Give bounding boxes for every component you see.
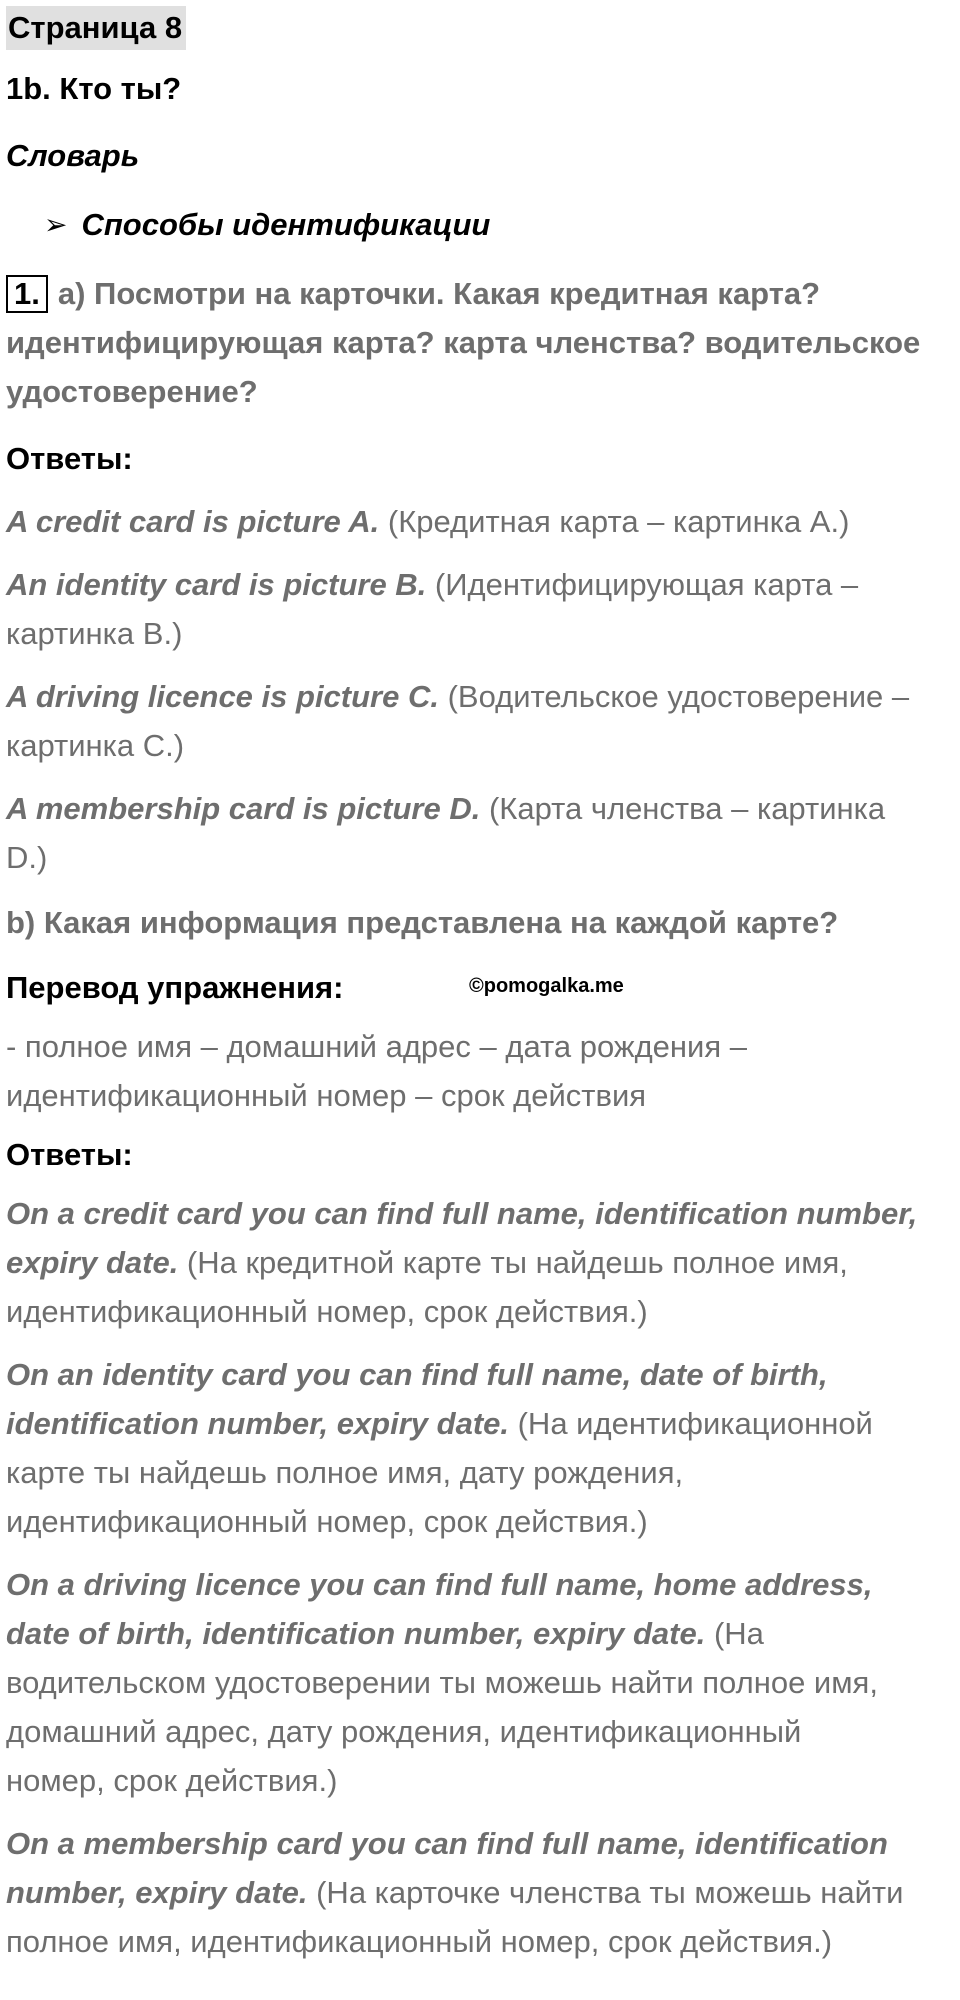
answer-b-line: expiry date. (На кредитной карте ты найдешь полное имя, [6,1245,848,1280]
translation-line: идентификационный номер – срок действия [6,1078,647,1113]
section-title: 1b. Кто ты? [6,71,182,106]
answer-b-line: identification number, expiry date. (На идентификационной [6,1406,873,1441]
answer-b-line: On a driving licence you can find full name, home address, [6,1567,873,1602]
vocabulary-bullet [6,200,954,249]
question-a-line: 1. a) Посмотри на карточки. Какая кредитная карта? [6,269,954,318]
translation-label: Перевод упражнения: [6,970,344,1005]
answer-line: картинка В.) [6,616,183,651]
answer-b-line: date of birth, identification number, expiry date. (На [6,1616,764,1651]
answer-b-line: On a membership card you can find full name, identification [6,1826,888,1861]
translation-text [6,1022,954,1120]
page-title: Страница 8 [6,6,186,50]
answer-item [6,497,954,546]
answer-b-line: номер, срок действия.) [6,1763,338,1798]
answer-item [6,560,954,658]
answer-line: A membership card is picture D. (Карта членства – картинка [6,791,886,826]
answer-line: картинка С.) [6,728,185,763]
translation-heading-row [6,963,954,1012]
watermark: ©pomogalka.me [469,975,624,997]
answer-item [6,672,954,770]
answer-b-item [6,1560,954,1805]
vocabulary-bullet-text: Способы идентификации [81,207,491,242]
arrow-bullet-icon: ➢ [44,209,68,240]
answers-label: Ответы: [6,441,133,476]
answer-line: An identity card is picture B. (Идентифицирующая карта – [6,567,859,602]
answer-b-line: идентификационный номер, срок действия.) [6,1504,648,1539]
answer-b-line: number, expiry date. (На карточке членства ты можешь найти [6,1875,904,1910]
answer-b-line: On an identity card you can find full name, date of birth, [6,1357,828,1392]
answer-b-item [6,1350,954,1546]
answer-b-line: On a credit card you can find full name, identification number, [6,1196,918,1231]
answer-item [6,784,954,882]
answer-b-line: водительском удостоверении ты можешь найти полное имя, [6,1665,878,1700]
answer-b-line: карте ты найдешь полное имя, дату рождения, [6,1455,684,1490]
question-a-line: идентифицирующая карта? карта членства? водительское [6,325,921,360]
answer-line: D.) [6,840,48,875]
document-page [6,0,954,1966]
question-a-line: удостоверение? [6,374,258,409]
answer-b-item [6,1189,954,1336]
task-number-box: 1. [6,275,48,313]
translation-line: - полное имя – домашний адрес – дата рождения – [6,1029,747,1064]
task-1-question-a [6,269,954,416]
answer-line: A driving licence is picture C. (Водительское удостоверение – [6,679,910,714]
answer-b-line: идентификационный номер, срок действия.) [6,1294,648,1329]
answer-b-line: домашний адрес, дату рождения, идентификационный [6,1714,802,1749]
answer-b-line: полное имя, идентификационный номер, срок действия.) [6,1924,833,1959]
answers-label-b: Ответы: [6,1137,133,1172]
question-b: b) Какая информация представлена на каждой карте? [6,905,839,940]
vocabulary-heading: Словарь [6,138,140,173]
answer-line: A credit card is picture A. (Кредитная карта – картинка А.) [6,504,850,539]
answer-b-item [6,1819,954,1966]
